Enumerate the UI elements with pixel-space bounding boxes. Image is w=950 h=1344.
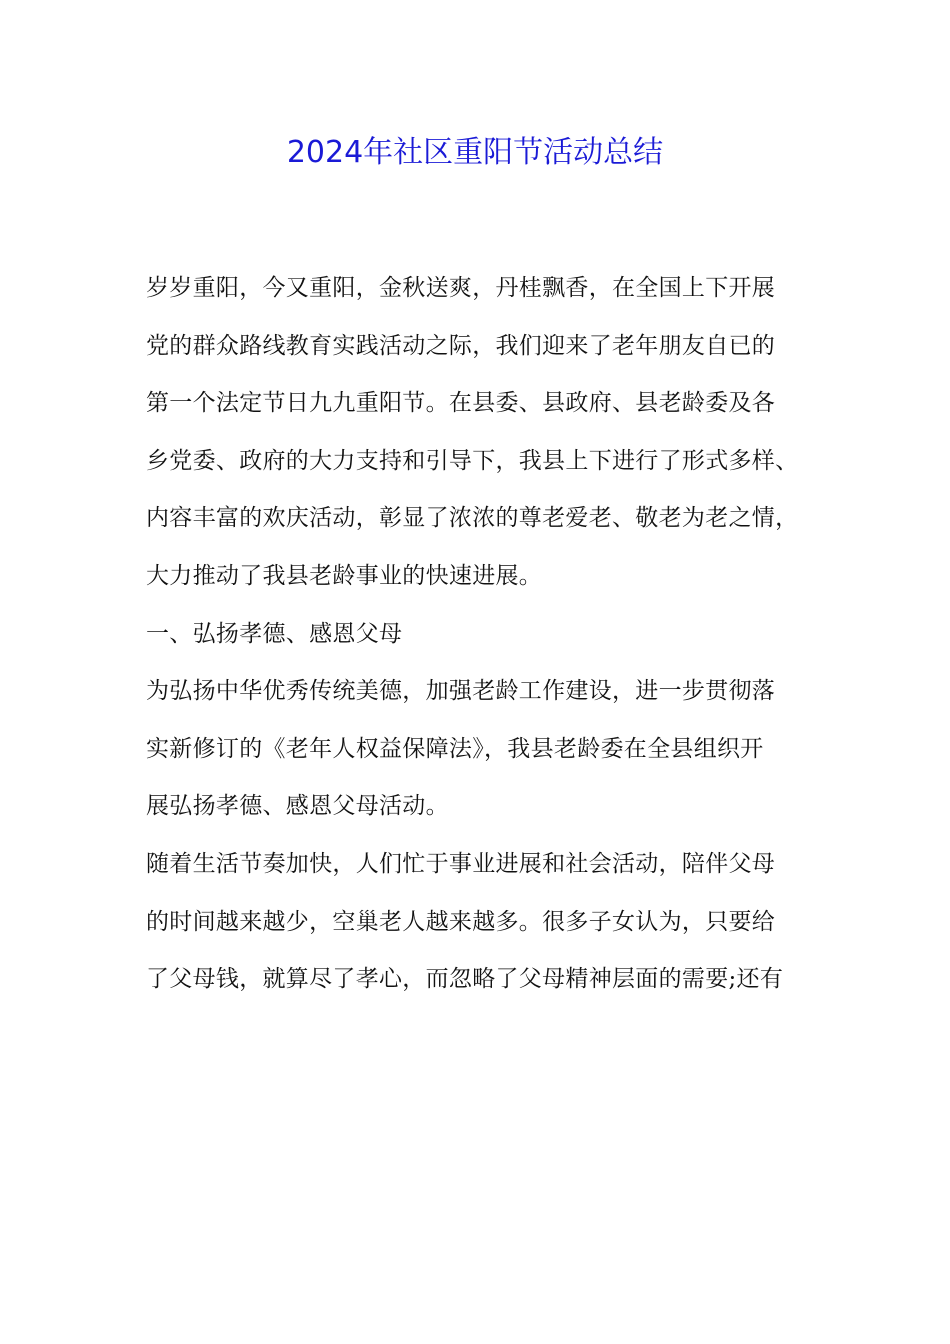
body-line: 实新修订的《老年人权益保障法》，我县老龄委在全县组织开 — [146, 735, 764, 762]
body-line: 展弘扬孝德、感恩父母活动。 — [146, 793, 449, 820]
body-line: 乡党委、政府的大力支持和引导下，我县上下进行了形式多样、 — [146, 447, 799, 474]
body-line: 大力推动了我县老龄事业的快速进展。 — [146, 562, 543, 589]
body-line: 内容丰富的欢庆活动，彰显了浓浓的尊老爱老、敬老为老之情， — [146, 505, 799, 532]
section-heading: 一、弘扬孝德、感恩父母 — [146, 620, 403, 647]
body-line: 的时间越来越少，空巢老人越来越多。很多子女认为，只要给 — [146, 908, 776, 935]
body-line: 为弘扬中华优秀传统美德，加强老龄工作建设，进一步贯彻落 — [146, 678, 776, 705]
body-line: 岁岁重阳，今又重阳，金秋送爽，丹桂飘香，在全国上下开展 — [146, 275, 776, 301]
body-line: 第一个法定节日九九重阳节。在县委、县政府、县老龄委及各 — [146, 390, 776, 417]
body-line: 党的群众路线教育实践活动之际，我们迎来了老年朋友自已的 — [146, 332, 776, 359]
document-title: 2024年社区重阳节活动总结 — [286, 135, 664, 170]
document-body — [146, 260, 826, 1009]
body-line: 了父母钱，就算尽了孝心，而忽略了父母精神层面的需要;还有 — [146, 966, 784, 993]
body-line: 随着生活节奏加快，人们忙于事业进展和社会活动，陪伴父母 — [146, 850, 776, 877]
